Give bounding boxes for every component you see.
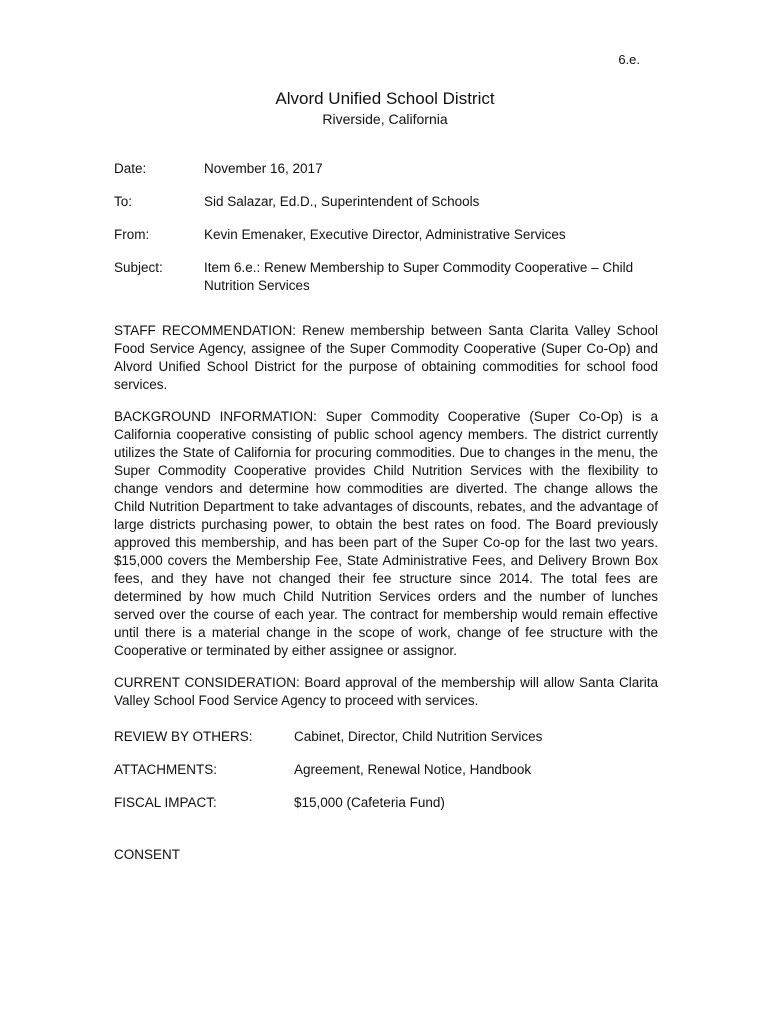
- document-header: [0, 88, 770, 128]
- staff-recommendation: STAFF RECOMMENDATION: Renew membership between Santa Clarita Valley School Food Service Agency, assignee of the Super Commodity Cooperative (Super Co-Op) and Alvord Unified School District for the purpose of obtaining commodities for school food services.: [114, 323, 658, 392]
- memo-from-row: [114, 226, 659, 244]
- memo-to-value: Sid Salazar, Ed.D., Superintendent of Schools: [204, 194, 480, 209]
- fiscal-value: $15,000 (Cafeteria Fund): [294, 795, 445, 810]
- memo-subject-row: [114, 259, 659, 295]
- attachments-row: [114, 761, 658, 779]
- attachments-value: Agreement, Renewal Notice, Handbook: [294, 762, 532, 777]
- district-location: Riverside, California: [322, 111, 448, 127]
- consent-label: CONSENT: [114, 847, 181, 862]
- fiscal-label: FISCAL IMPACT:: [114, 795, 217, 810]
- memo-subject-label: Subject:: [114, 260, 163, 275]
- item-number: 6.e.: [618, 52, 640, 67]
- memo-subject-value: Item 6.e.: Renew Membership to Super Commodity Cooperative – Child Nutrition Services: [204, 260, 634, 293]
- background-information: BACKGROUND INFORMATION: Super Commodity Cooperative (Super Co-Op) is a California cooperative consisting of public school agency members. The district currently utilizes the State of California for procuring commodities. Due to changes in the menu, the Super Commodity Cooperative provides Child Nutrition Services with the flexibility to change vendors and determine how commodities are diverted. The change allows the Child Nutrition Department to take advantages of discounts, rebates, and the advantage of large districts purchasing power, to obtain the best rates on food. The Board previously approved this membership, and has been part of the Super Co-op for the last two years. $15,000 covers the Membership Fee, State Administrative Fees, and Delivery Brown Box fees, and they have not changed their fee structure since 2014. The total fees are determined by how much Child Nutrition Services orders and the number of lunches served over the course of each year. The contract for membership would remain effective until there is a material change in the scope of work, change of fee structure with the Cooperative or terminated by either assignee or assignor.: [114, 409, 658, 658]
- memo-from-value: Kevin Emenaker, Executive Director, Administrative Services: [204, 227, 566, 242]
- review-value: Cabinet, Director, Child Nutrition Services: [294, 729, 543, 744]
- district-name: Alvord Unified School District: [275, 89, 495, 108]
- current-consideration: CURRENT CONSIDERATION: Board approval of the membership will allow Santa Clarita Valley School Food Service Agency to proceed with services.: [114, 675, 658, 708]
- review-row: [114, 728, 658, 746]
- document-body: [114, 322, 658, 864]
- memo-date-label: Date:: [114, 161, 147, 176]
- meta-block: [114, 728, 658, 812]
- fiscal-row: [114, 794, 658, 812]
- memo-from-label: From:: [114, 227, 150, 242]
- memo-to-label: To:: [114, 194, 133, 209]
- memo-header: [114, 160, 659, 310]
- memo-date-row: [114, 160, 659, 178]
- memo-to-row: [114, 193, 659, 211]
- review-label: REVIEW BY OTHERS:: [114, 729, 253, 744]
- attachments-label: ATTACHMENTS:: [114, 762, 217, 777]
- memo-date-value: November 16, 2017: [204, 161, 323, 176]
